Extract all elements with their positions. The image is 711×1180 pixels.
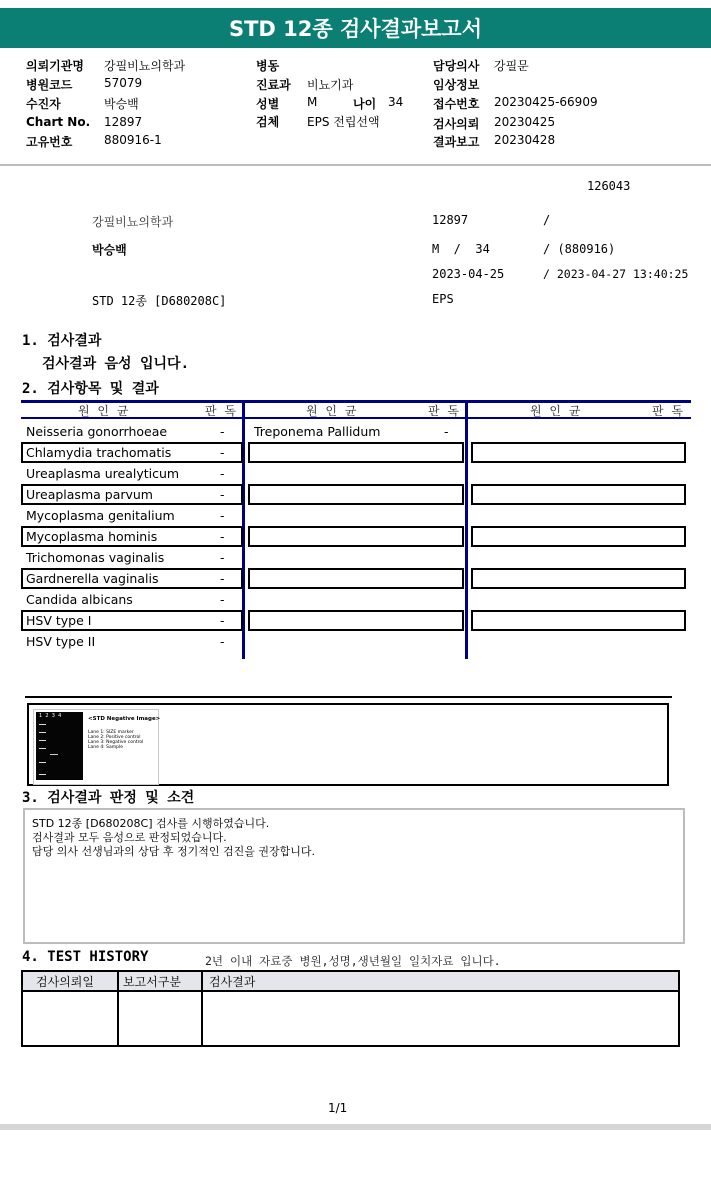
finding-line: STD 12종 [D680208C] 검사를 시행하였습니다. [32,817,270,830]
organism-result: - [220,550,225,565]
empty-row-box [471,526,686,547]
header-value: 20230428 [494,133,556,147]
header-value: 880916-1 [104,133,162,147]
page-bottom-edge [0,1124,711,1130]
empty-row-box [248,568,464,589]
header-value: EPS 전립선액 [307,115,380,129]
col-header-organism: 원 인 균 [306,404,359,418]
history-col-divider [201,972,203,1045]
gel-band [39,740,46,741]
organism-name: Ureaplasma parvum [26,487,153,502]
header-key: 접수번호 [433,97,480,111]
organism-name: Mycoplasma genitalium [26,508,175,523]
col-header-result: 판 독 [205,404,238,418]
organism-result: - [220,634,225,649]
finding-line: 검사결과 모두 음성으로 판정되었습니다. [32,831,227,844]
header-value: 강필문 [494,59,529,73]
header-value: 20230425-66909 [494,95,598,109]
organism-name: HSV type II [26,634,96,649]
organism-name: Chlamydia trachomatis [26,445,172,460]
header-key: 검사의뢰 [433,117,480,131]
gel-lane-numbers: 1 2 3 4 [39,713,62,719]
organism-result: - [220,466,225,481]
header-key: 병동 [256,59,280,73]
history-col-divider [117,972,119,1045]
organism-result: - [220,592,225,607]
header-value: 비뇨기과 [307,78,354,92]
header-key: 병원코드 [26,78,73,92]
header-key: 담당의사 [433,59,480,73]
section3-heading: 3. 검사결과 판정 및 소견 [22,790,195,806]
gel-band [39,762,46,763]
empty-row-box [471,568,686,589]
organism-result: - [220,571,225,586]
organism-result: - [220,613,225,628]
label-birth: / (880916) [543,242,616,256]
organism-result: - [220,445,225,460]
gel-top-rule [25,696,672,698]
gel-image-frame [27,703,669,786]
organism-name: Candida albicans [26,592,133,607]
label-chart: 12897 [432,213,469,227]
header-key: 검체 [256,115,280,129]
gel-band [39,724,46,725]
col-header-result: 판 독 [652,404,685,418]
finding-line: 담당 의사 선생님과의 상담 후 정기적인 검진을 권장합니다. [32,845,315,858]
header-value: 12897 [104,115,143,129]
label-sex-age: M / 34 [432,242,490,256]
gel-photo [36,712,83,780]
header-key: 의뢰기관명 [26,59,84,73]
header-value: 57079 [104,76,143,90]
section4-heading: 4. TEST HISTORY [22,949,149,965]
header-key: 결과보고 [433,135,480,149]
label-specimen: EPS [432,292,454,306]
history-col-header: 검사의뢰일 [36,975,94,989]
header-value: 20230425 [494,115,556,129]
header-key: 고유번호 [26,135,73,149]
organism-result: - [220,529,225,544]
gel-legend-item: Lane 3: Negative control [88,740,144,745]
organism-name: Ureaplasma urealyticum [26,466,180,481]
empty-row-box [248,610,464,631]
gel-legend-item: Lane 1: SIZE marker [88,730,134,735]
header-value: M [307,95,318,109]
empty-row-box [248,442,464,463]
empty-row-box [248,526,464,547]
section1-result: 검사결과 음성 입니다. [42,356,190,372]
gel-band [39,732,46,733]
header-value: 34 [388,95,404,109]
page-number: 1/1 [328,1101,348,1115]
label-date-report: / 2023-04-27 13:40:25 [543,267,689,281]
organism-name: Trichomonas vaginalis [26,550,165,565]
organism-result: - [220,508,225,523]
gel-image [33,709,159,785]
gel-legend-item: Lane 4: Sample [88,745,123,750]
column-divider [465,400,468,659]
organism-name: Mycoplasma hominis [26,529,158,544]
gel-band [39,774,46,775]
gel-band [50,754,58,755]
organism-name: Gardnerella vaginalis [26,571,159,586]
header-key: 수진자 [26,97,61,111]
header-divider [0,164,711,166]
history-header-row [23,972,678,992]
organism-result: - [220,424,225,439]
findings-box [23,808,685,944]
organism-name: HSV type I [26,613,92,628]
col-header-result: 판 독 [428,404,461,418]
label-test-code: STD 12종 [D680208C] [92,294,227,308]
label-patient: 박승백 [92,243,127,257]
col-header-organism: 원 인 균 [530,404,583,418]
history-col-header: 보고서구분 [123,975,181,989]
empty-row-box [248,484,464,505]
header-value: 강필비뇨의학과 [104,59,186,73]
header-key: 진료과 [256,78,291,92]
col-header-organism: 원 인 균 [78,404,131,418]
header-key: 임상정보 [433,78,480,92]
organism-name: Neisseria gonorrhoeae [26,424,168,439]
label-date-request: 2023-04-25 [432,267,505,281]
history-note: 2년 이내 자료중 병원,성명,생년월일 일치자료 입니다. [205,954,501,968]
organism-name: Treponema Pallidum [254,424,381,439]
section2-heading: 2. 검사항목 및 결과 [22,381,159,397]
empty-row-box [471,610,686,631]
barcode-number: 126043 [587,179,631,193]
label-slash: / [543,213,551,227]
organism-result: - [444,424,449,439]
history-col-header: 검사결과 [209,975,256,989]
header-value: 박승백 [104,97,139,111]
gel-legend-item: Lane 2: Positive control [88,735,141,740]
header-key: 나이 [353,97,377,111]
organism-result: - [220,487,225,502]
empty-row-box [471,484,686,505]
history-table [21,970,680,1047]
header-key: 성별 [256,97,280,111]
report-title: STD 12종 검사결과보고서 [0,8,711,48]
label-clinic: 강필비뇨의학과 [92,215,174,229]
empty-row-box [471,442,686,463]
gel-band [39,748,46,749]
header-key: Chart No. [26,115,91,129]
section1-heading: 1. 검사결과 [22,333,102,349]
gel-title: <STD Negative Image> [88,716,161,722]
